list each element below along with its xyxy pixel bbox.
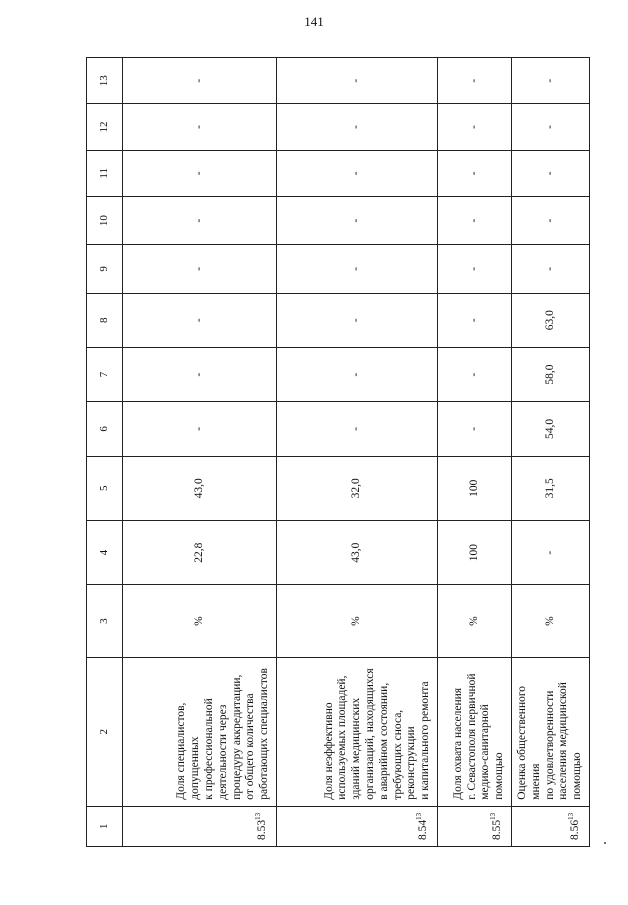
value-cell: - [123,293,277,347]
header-cell: 10 [87,196,123,244]
indicator-name [512,657,590,806]
value-cell: 31,5 [512,456,590,520]
value-cell: - [277,150,438,196]
indicator-name [277,657,438,806]
indicators-table [86,57,590,847]
value-cell: - [277,293,438,347]
row-number-sup: 13 [567,812,576,820]
name-line: помощью [493,752,506,800]
header-cell: 12 [87,104,123,150]
row-number [123,806,277,846]
value-cell: - [277,196,438,244]
name-line: помощью [571,752,584,800]
table-row [123,58,277,847]
header-cell: 9 [87,245,123,293]
name-line: г. Севастополя первичной [465,673,478,800]
header-cell: 13 [87,58,123,104]
value-cell: - [123,245,277,293]
header-cell: 5 [87,456,123,520]
value-cell: 100 [438,456,512,520]
row-number-text: 8.55 [491,819,504,840]
row-number-text: 8.53 [256,819,269,840]
value-cell: - [438,104,512,150]
value-cell: - [277,347,438,401]
value-cell: 43,0 [277,520,438,584]
value-cell: 54,0 [512,402,590,456]
name-line: Доля охвата населения [451,687,464,800]
header-cell: 2 [87,657,123,806]
value-cell: - [438,293,512,347]
value-cell: - [277,245,438,293]
name-line: зданий медицинских [350,697,363,800]
row-number [512,806,590,846]
value-cell: - [512,58,590,104]
name-line: мнения [529,763,542,800]
header-row [87,58,123,847]
name-line: и капитального ремонта [419,681,432,800]
value-cell: % [123,585,277,657]
name-line: в аварийном состоянии, [377,682,390,800]
value-cell: - [438,196,512,244]
header-cell: 6 [87,402,123,456]
row-number-text: 8.54 [417,819,430,840]
header-cell: 1 [87,806,123,846]
indicator-name [438,657,512,806]
header-cell: 8 [87,293,123,347]
value-cell: 58,0 [512,347,590,401]
indicator-name [123,657,277,806]
header-cell: 3 [87,585,123,657]
value-cell: - [123,196,277,244]
value-cell: 22,8 [123,520,277,584]
value-cell: - [438,245,512,293]
value-cell: 32,0 [277,456,438,520]
table-row [277,58,438,847]
name-line: населения медицинской [557,682,570,800]
name-line: требующих сноса, [391,709,404,800]
value-cell: - [277,104,438,150]
value-cell: - [512,520,590,584]
name-line: от общего количества [244,693,257,800]
row-number-sup: 13 [489,812,498,820]
value-cell: 100 [438,520,512,584]
value-cell: - [123,347,277,401]
value-cell: - [438,58,512,104]
value-cell: 63,0 [512,293,590,347]
name-line: Доля неэффективно [322,702,335,800]
value-cell: - [438,347,512,401]
header-cell: 11 [87,150,123,196]
name-line: по удовлетворенности [543,690,556,800]
name-line: Оценка общественного [516,685,528,800]
scan-speck [604,842,606,844]
value-cell: 43,0 [123,456,277,520]
table-row [512,58,590,847]
name-line: Доля специалистов, [175,702,188,800]
value-cell: - [512,196,590,244]
row-number-sup: 13 [254,812,263,820]
name-line: процедуру аккредитации, [230,674,243,800]
value-cell: - [123,402,277,456]
name-line: работающих специалистов [258,668,271,800]
value-cell: - [512,245,590,293]
name-line: медико-санитарной [479,704,492,800]
value-cell: % [512,585,590,657]
value-cell: % [438,585,512,657]
header-cell: 4 [87,520,123,584]
row-number [277,806,438,846]
value-cell: - [123,58,277,104]
value-cell: % [277,585,438,657]
table-row [438,58,512,847]
name-line: к профессиональной [203,698,216,800]
row-number-sup: 13 [415,812,424,820]
name-line: используемых площадей, [336,675,349,800]
name-line: деятельности через [216,704,229,800]
value-cell: - [123,104,277,150]
page-number: 141 [304,14,324,29]
name-line: организаций, находящихся [364,668,377,800]
name-line: реконструкции [405,726,418,800]
rotated-table-container [86,57,584,847]
row-number [438,806,512,846]
value-cell: - [438,150,512,196]
header-cell: 7 [87,347,123,401]
value-cell: - [438,402,512,456]
value-cell: - [512,104,590,150]
value-cell: - [512,150,590,196]
name-line: допущенных [189,736,202,800]
value-cell: - [277,58,438,104]
value-cell: - [123,150,277,196]
value-cell: - [277,402,438,456]
row-number-text: 8.56 [569,819,582,840]
